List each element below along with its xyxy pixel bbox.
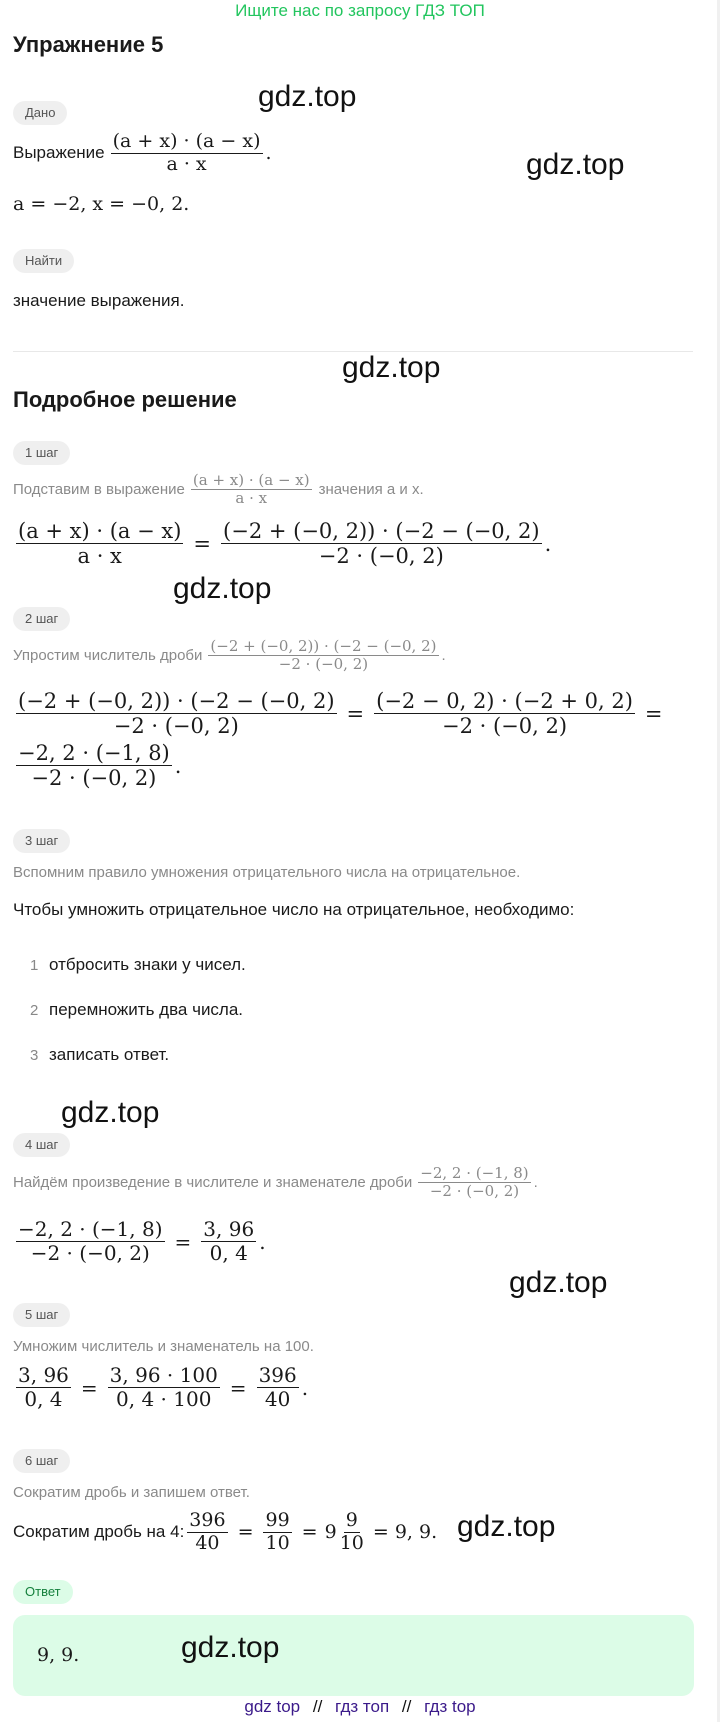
equation-fraction: [201, 1218, 256, 1265]
hint-text: Найдём произведение в числителе и знаменателе дроби: [13, 1174, 413, 1192]
equation-fraction: [257, 1364, 299, 1411]
fraction-denominator: 10: [339, 1531, 364, 1554]
watermark: gdz.top: [173, 572, 272, 605]
solution-title: Подробное решение: [13, 387, 237, 412]
hint-text: Упростим числитель дроби: [13, 647, 203, 665]
fraction-denominator: −2 · (−0, 2): [30, 1241, 150, 1265]
fraction-numerator: 396: [189, 1509, 226, 1531]
top-search-hint[interactable]: Ищите нас по запросу ГДЗ ТОП: [235, 1, 485, 20]
hint-fraction: [208, 638, 438, 674]
hint-fraction: [191, 472, 312, 508]
watermark: gdz.top: [258, 80, 357, 113]
step-result: = 9, 9.: [372, 1521, 438, 1544]
fraction-numerator: (−2 + (−0, 2)) · (−2 − (−0, 2): [223, 519, 540, 543]
list-item: записать ответ.: [49, 1045, 170, 1064]
answer-badge: Ответ: [13, 1580, 73, 1604]
watermark: gdz.top: [181, 1631, 280, 1664]
fraction-denominator: 0, 4: [209, 1241, 248, 1265]
fraction-numerator: 396: [258, 1363, 297, 1387]
step-equation: $\frac{(-2 + (-0, 2)) \cdot (-2 - (-0, 2)}{-2 \cdot (-0, 2)}$ = $\frac{(-2 - 0, 2) \cdot (-2 + 0, 2)}{-2 \cdot (-0, 2)}$ =: [18, 689, 663, 739]
equation-fraction: [16, 1218, 165, 1265]
watermark: gdz.top: [509, 1266, 608, 1299]
equation-fraction: [16, 519, 183, 568]
answer-value: 9, 9.: [37, 1644, 80, 1666]
fraction-denominator: −2 · (−0, 2): [31, 766, 157, 791]
step-equation: $\frac{3, 96}{0, 4}$ = $\frac{3, 96 \cdot 100}{0, 4 \cdot 100}$ = $\frac{396}{40}$ .: [18, 1363, 309, 1411]
answer-box: [13, 1615, 694, 1696]
fraction-numerator: −2, 2 · (−1, 8): [18, 741, 170, 765]
step-hint: [13, 472, 424, 508]
given-badge: Дано: [13, 101, 67, 125]
fraction-denominator: a · x: [77, 544, 122, 569]
fraction-numerator: 3, 96 · 100: [109, 1363, 218, 1387]
step-hint: Умножим числитель и знаменатель на 100.: [13, 1338, 314, 1355]
equation-fraction: [16, 689, 337, 738]
step-prefix: Сократим дробь на 4:: [13, 1522, 185, 1542]
fraction-denominator: −2 · (−0, 2): [113, 714, 239, 739]
given-fraction: [111, 131, 263, 176]
equation-fraction: [221, 519, 542, 568]
step-badge: 5 шаг: [13, 1303, 70, 1327]
fraction-numerator: 3, 96: [18, 1363, 69, 1387]
step-hint: Упростим числитель дроби $\frac{(-2 + (-0, 2)) \cdot (-2 - (-0, 2)}{-2 \cdot (-0, 2)}$ .: [13, 637, 446, 674]
step-badge: 1 шаг: [13, 441, 70, 465]
watermark: gdz.top: [457, 1510, 556, 1543]
fraction-numerator: (a + x) · (a − x): [18, 519, 182, 543]
hint-text: Подставим в выражение: [13, 481, 185, 499]
bottom-links: [0, 1697, 720, 1717]
equation-fraction: [108, 1364, 220, 1411]
fraction-denominator: 0, 4: [24, 1387, 63, 1411]
list-number: 3: [30, 1047, 39, 1064]
fraction-numerator: 9: [345, 1509, 358, 1531]
fraction-numerator: −2, 2 · (−1, 8): [420, 1164, 529, 1182]
step-equation: $\frac{(a + x) \cdot (a - x)}{a \cdot x}$ = $\frac{(-2 + (-0, 2)) \cdot (-2 - (-0, 2)}{-2 \cdot (-0, 2)}$ .: [18, 519, 552, 569]
fraction-numerator: (−2 + (−0, 2)) · (−2 − (−0, 2): [210, 637, 437, 655]
fraction-denominator: 0, 4 · 100: [116, 1387, 212, 1411]
fraction-denominator: −2 · (−0, 2): [318, 544, 444, 569]
bottom-separator: //: [312, 1697, 323, 1716]
step-badge: 3 шаг: [13, 829, 70, 853]
fraction-numerator: (−2 − 0, 2) · (−2 + 0, 2): [376, 689, 633, 713]
given-values: a = −2, x = −0, 2.: [13, 193, 190, 215]
step-equation: $\frac{-2, 2 \cdot (-1, 8)}{-2 \cdot (-0, 2)}$ .: [18, 741, 182, 791]
step-hint: Сократим дробь и запишем ответ.: [13, 1484, 250, 1501]
fraction-numerator: (−2 + (−0, 2)) · (−2 − (−0, 2): [18, 689, 335, 713]
list-number: 1: [30, 957, 39, 974]
watermark: gdz.top: [526, 148, 625, 181]
step-hint: Вспомним правило умножения отрицательного числа на отрицательное.: [13, 864, 521, 881]
step-hint: Найдём произведение в числителе и знаменателе дроби $\frac{-2, 2 \cdot (-1, 8)}{-2 \cdot (-0, 2)}$ .: [13, 1164, 538, 1201]
list-item: отбросить знаки у чисел.: [49, 955, 246, 974]
bottom-separator: //: [401, 1697, 412, 1716]
step-badge: 2 шаг: [13, 607, 70, 631]
fraction-numerator: −2, 2 · (−1, 8): [18, 1217, 163, 1241]
list-number: 2: [30, 1002, 39, 1019]
hint-text: значения a и x.: [318, 481, 424, 499]
equation-fraction: [16, 741, 172, 790]
mixed-fraction: [338, 1510, 366, 1555]
find-text: значение выражения.: [13, 291, 185, 310]
hint-fraction: [418, 1165, 530, 1201]
equation-fraction: [263, 1510, 291, 1555]
step-equation: $\frac{-2, 2 \cdot (-1, 8)}{-2 \cdot (-0, 2)}$ = $\frac{3, 96}{0, 4}$ .: [18, 1217, 266, 1265]
fraction-numerator: (a + x) · (a − x): [112, 130, 261, 152]
watermark: gdz.top: [61, 1096, 160, 1129]
given-prefix: Выражение: [13, 143, 105, 163]
equation-fraction: [16, 1364, 71, 1411]
step-badge: 4 шаг: [13, 1133, 70, 1157]
step-badge: 6 шаг: [13, 1449, 70, 1473]
fraction-denominator: 10: [265, 1531, 290, 1554]
bottom-link[interactable]: гдз топ: [335, 1697, 390, 1716]
find-badge: Найти: [13, 249, 74, 273]
fraction-denominator: 40: [264, 1387, 291, 1411]
equation-fraction: [374, 689, 635, 738]
bottom-link[interactable]: gdz top: [244, 1697, 301, 1716]
fraction-numerator: (a + x) · (a − x): [192, 471, 310, 489]
exercise-title: Упражнение 5: [13, 32, 164, 57]
fraction-denominator: 40: [195, 1531, 220, 1554]
fraction-denominator: −2 · (−0, 2): [441, 714, 568, 739]
fraction-numerator: 3, 96: [203, 1217, 255, 1241]
given-expression: Выражение $\frac{(a + x) \cdot (a - x)}{a \cdot x}$ .: [13, 130, 272, 175]
rule-text: Чтобы умножить отрицательное число на отрицательное, необходимо:: [13, 900, 575, 919]
mixed-whole: 9: [324, 1521, 337, 1544]
bottom-link[interactable]: гдз top: [424, 1697, 476, 1716]
fraction-denominator: a · x: [166, 152, 207, 175]
list-item: перемножить два числа.: [49, 1000, 244, 1019]
fraction-denominator: −2 · (−0, 2): [278, 655, 369, 674]
fraction-denominator: a · x: [235, 489, 268, 508]
watermark: gdz.top: [342, 351, 441, 384]
step-equation: Сократим дробь на 4: $\frac{396}{40}$ = $\frac{99}{10}$ = 9 $\frac{9}{10}$ = 9, 9.: [13, 1509, 438, 1554]
equation-fraction: [187, 1510, 227, 1555]
fraction-denominator: −2 · (−0, 2): [429, 1182, 520, 1201]
fraction-numerator: 99: [265, 1509, 290, 1531]
